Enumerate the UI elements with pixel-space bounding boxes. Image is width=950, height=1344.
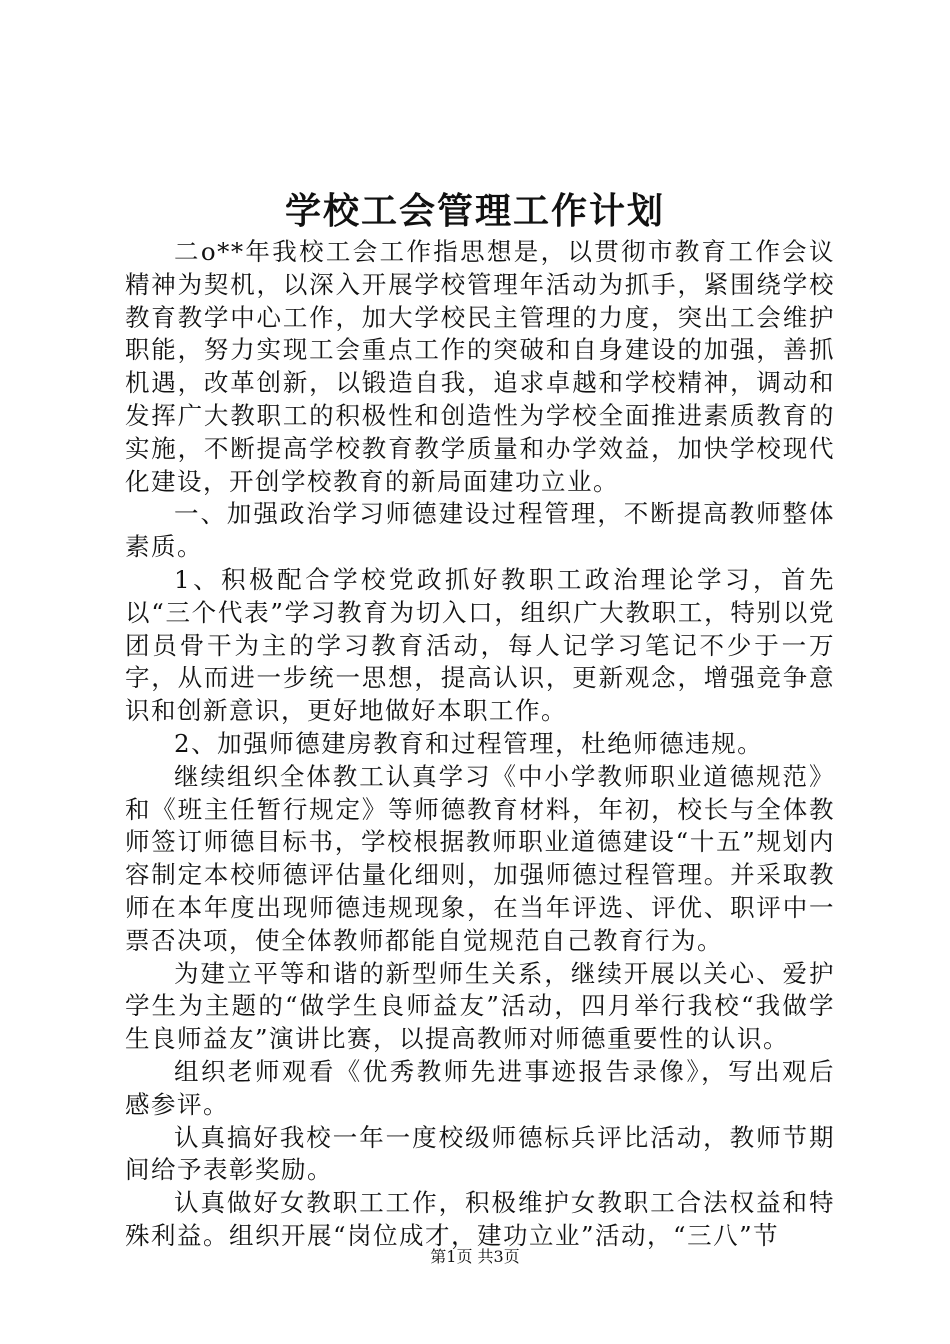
paragraph-7: 组织老师观看《优秀教师先进事迹报告录像》，写出观后感参评。 [125, 1056, 835, 1119]
paragraph-5: 继续组织全体教工认真学习《中小学教师职业道德规范》和《班主任暂行规定》等师德教育材料，年初，校长与全体教师签订师德目标书，学校根据教师职业道德建设“十五”规划内容制定本校师德评估量化细则，加强师德过程管理。并采取教师在本年度出现师德违规现象，在当年评选、评优、职评中一票否决项，使全体教师都能自觉规范自己教育行为。 [125, 761, 835, 955]
page-footer: 第1页 共3页 [430, 1247, 520, 1266]
paragraph-6: 为建立平等和谐的新型师生关系，继续开展以关心、爱护学生为主题的“做学生良师益友”活动，四月举行我校“我做学生良师益友”演讲比赛，以提高教师对师德重要性的认识。 [125, 958, 835, 1054]
paragraph-8: 认真搞好我校一年一度校级师德标兵评比活动，教师节期间给予表彰奖励。 [125, 1122, 835, 1185]
document-title: 学校工会管理工作计划 [284, 190, 665, 232]
paragraph-3: 1、积极配合学校党政抓好教职工政治理论学习，首先以“三个代表”学习教育为切入口，组织广大教职工，特别以党团员骨干为主的学习教育活动，每人记学习笔记不少于一万字，从而进一步统一思想，提高认识，更新观念，增强竞争意识和创新意识，更好地做好本职工作。 [125, 564, 835, 726]
document-body [125, 236, 835, 1253]
paragraph-2: 一、加强政治学习师德建设过程管理，不断提高教师整体素质。 [125, 499, 835, 562]
paragraph-4: 2、加强师德建房教育和过程管理，杜绝师德违规。 [174, 728, 764, 758]
paragraph-1: 二o**年我校工会工作指思想是，以贯彻市教育工作会议精神为契机，以深入开展学校管理年活动为抓手，紧围绕学校教育教学中心工作，加大学校民主管理的力度，突出工会维护职能，努力实现工会重点工作的突破和自身建设的加强，善抓机遇，改革创新，以锻造自我，追求卓越和学校精神，调动和发挥广大教职工的积极性和创造性为学校全面推进素质教育的实施，不断提高学校教育教学质量和办学效益，加快学校现代化建设，开创学校教育的新局面建功立业。 [125, 237, 835, 496]
paragraph-9: 认真做好女教职工工作，积极维护女教职工合法权益和特殊利益。组织开展“岗位成才，建功立业”活动，“三八”节 [125, 1188, 835, 1250]
